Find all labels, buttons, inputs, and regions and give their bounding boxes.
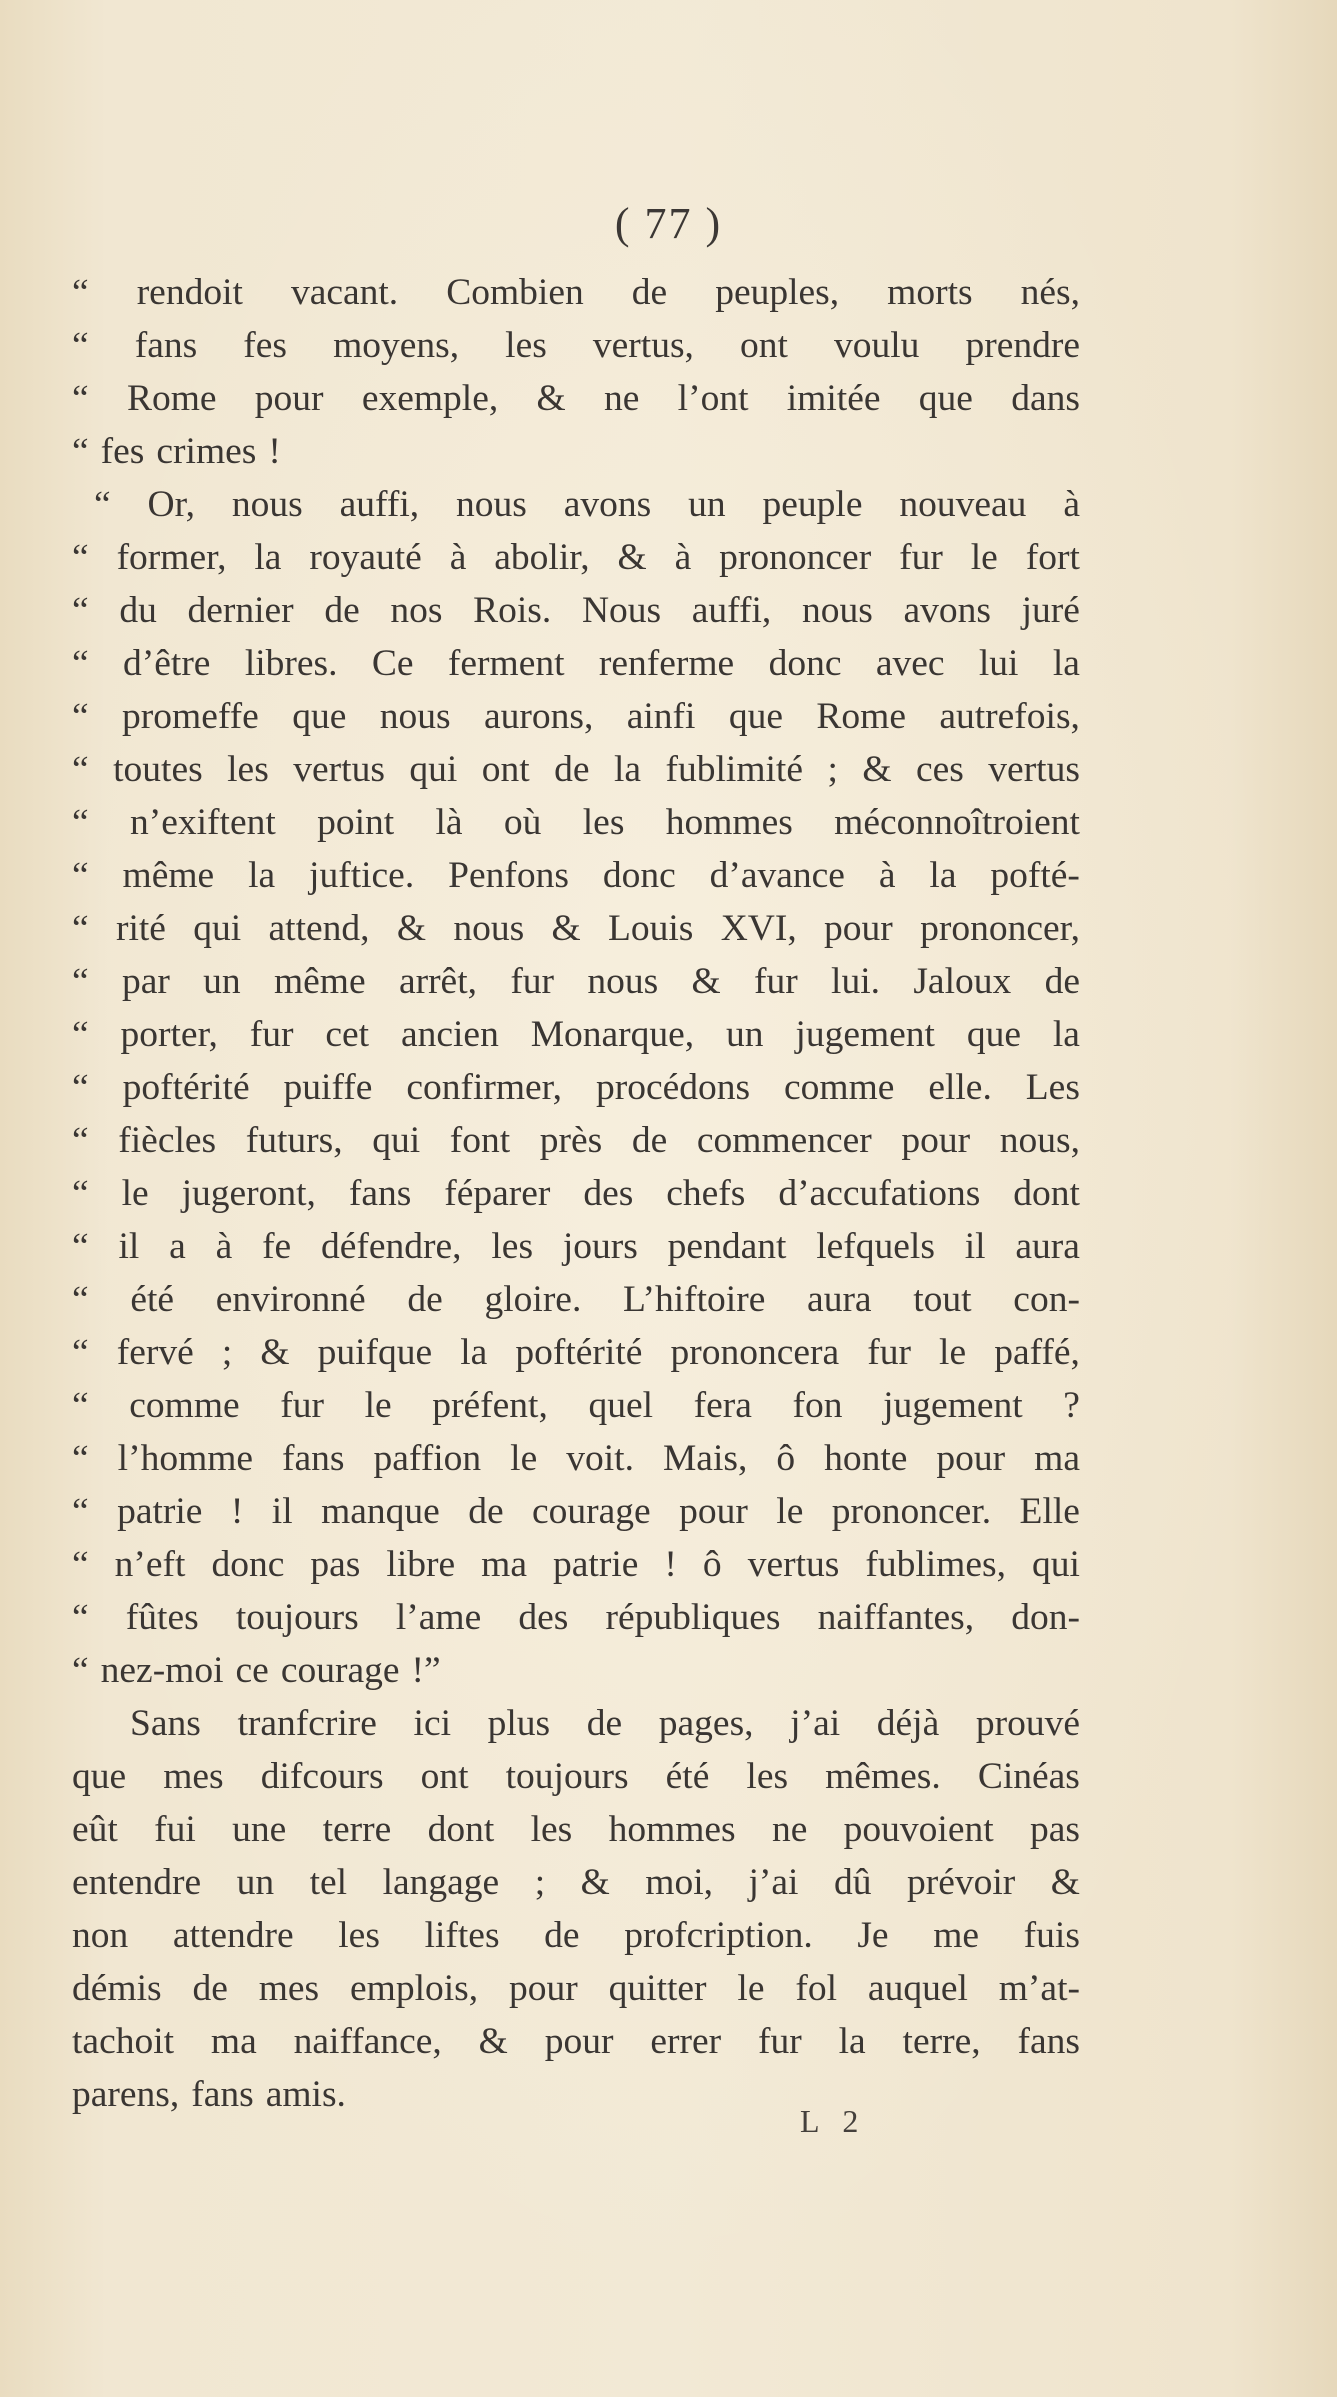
text-line: “ porter, fur cet ancien Monarque, un jugement que la [72, 1014, 1080, 1055]
text-line: “ poftérité puiffe confirmer, procédons comme elle. Les [72, 1067, 1080, 1108]
text-line: “ par un même arrêt, fur nous & fur lui. Jaloux de [72, 961, 1080, 1002]
text-line: “ n’eft donc pas libre ma patrie ! ô vertus fublimes, qui [72, 1544, 1080, 1585]
page-number: ( 77 ) [614, 199, 723, 248]
text-line: “ fiècles futurs, qui font près de commencer pour nous, [72, 1120, 1080, 1161]
text-line: “ fûtes toujours l’ame des républiques naiffantes, don- [72, 1597, 1080, 1638]
text-line: “ il a à fe défendre, les jours pendant lefquels il aura [72, 1226, 1080, 1267]
text-line: “ l’homme fans paffion le voit. Mais, ô honte pour ma [72, 1438, 1080, 1479]
body-text [72, 266, 1080, 2121]
text-line: démis de mes emplois, pour quitter le fol auquel m’at- [72, 1968, 1080, 2009]
text-line: “ Rome pour exemple, & ne l’ont imitée que dans [72, 378, 1080, 419]
text-line: “ comme fur le préfent, quel fera fon jugement ? [72, 1385, 1080, 1426]
text-line: “ fes crimes ! [72, 431, 281, 472]
text-line: “ rendoit vacant. Combien de peuples, morts nés, [72, 272, 1080, 313]
text-line: “ été environné de gloire. L’hiftoire aura tout con- [72, 1279, 1080, 1320]
text-line: “ rité qui attend, & nous & Louis XVI, pour prononcer, [72, 908, 1080, 949]
text-line: “ nez-moi ce courage !” [72, 1650, 441, 1691]
text-line: “ toutes les vertus qui ont de la fublimité ; & ces vertus [72, 749, 1080, 790]
signature-mark: L 2 [800, 2103, 867, 2139]
text-line: “ même la juftice. Penfons donc d’avance à la pofté- [72, 855, 1080, 896]
text-line: non attendre les liftes de profcription. Je me fuis [72, 1915, 1080, 1956]
text-line: eût fui une terre dont les hommes ne pouvoient pas [72, 1809, 1080, 1850]
text-line: “ du dernier de nos Rois. Nous auffi, nous avons juré [72, 590, 1080, 631]
text-line: tachoit ma naiffance, & pour errer fur la terre, fans [72, 2021, 1080, 2062]
text-line: “ fans fes moyens, les vertus, ont voulu prendre [72, 325, 1080, 366]
text-line: parens, fans amis. [72, 2074, 346, 2115]
text-line: entendre un tel langage ; & moi, j’ai dû prévoir & [72, 1862, 1080, 1903]
text-line: “ le jugeront, fans féparer des chefs d’accufations dont [72, 1173, 1080, 1214]
text-line: Sans tranfcrire ici plus de pages, j’ai déjà prouvé [130, 1703, 1080, 1744]
text-line: “ n’exiftent point là où les hommes méconnoîtroient [72, 802, 1080, 843]
text-line: “ Or, nous auffi, nous avons un peuple nouveau à [94, 484, 1080, 525]
text-line: “ d’être libres. Ce ferment renferme donc avec lui la [72, 643, 1080, 684]
text-line: “ former, la royauté à abolir, & à prononcer fur le fort [72, 537, 1080, 578]
text-line: “ patrie ! il manque de courage pour le prononcer. Elle [72, 1491, 1080, 1532]
text-line: “ promeffe que nous aurons, ainfi que Rome autrefois, [72, 696, 1080, 737]
text-line: que mes difcours ont toujours été les mêmes. Cinéas [72, 1756, 1080, 1797]
text-line: “ fervé ; & puifque la poftérité prononcera fur le paffé, [72, 1332, 1080, 1373]
